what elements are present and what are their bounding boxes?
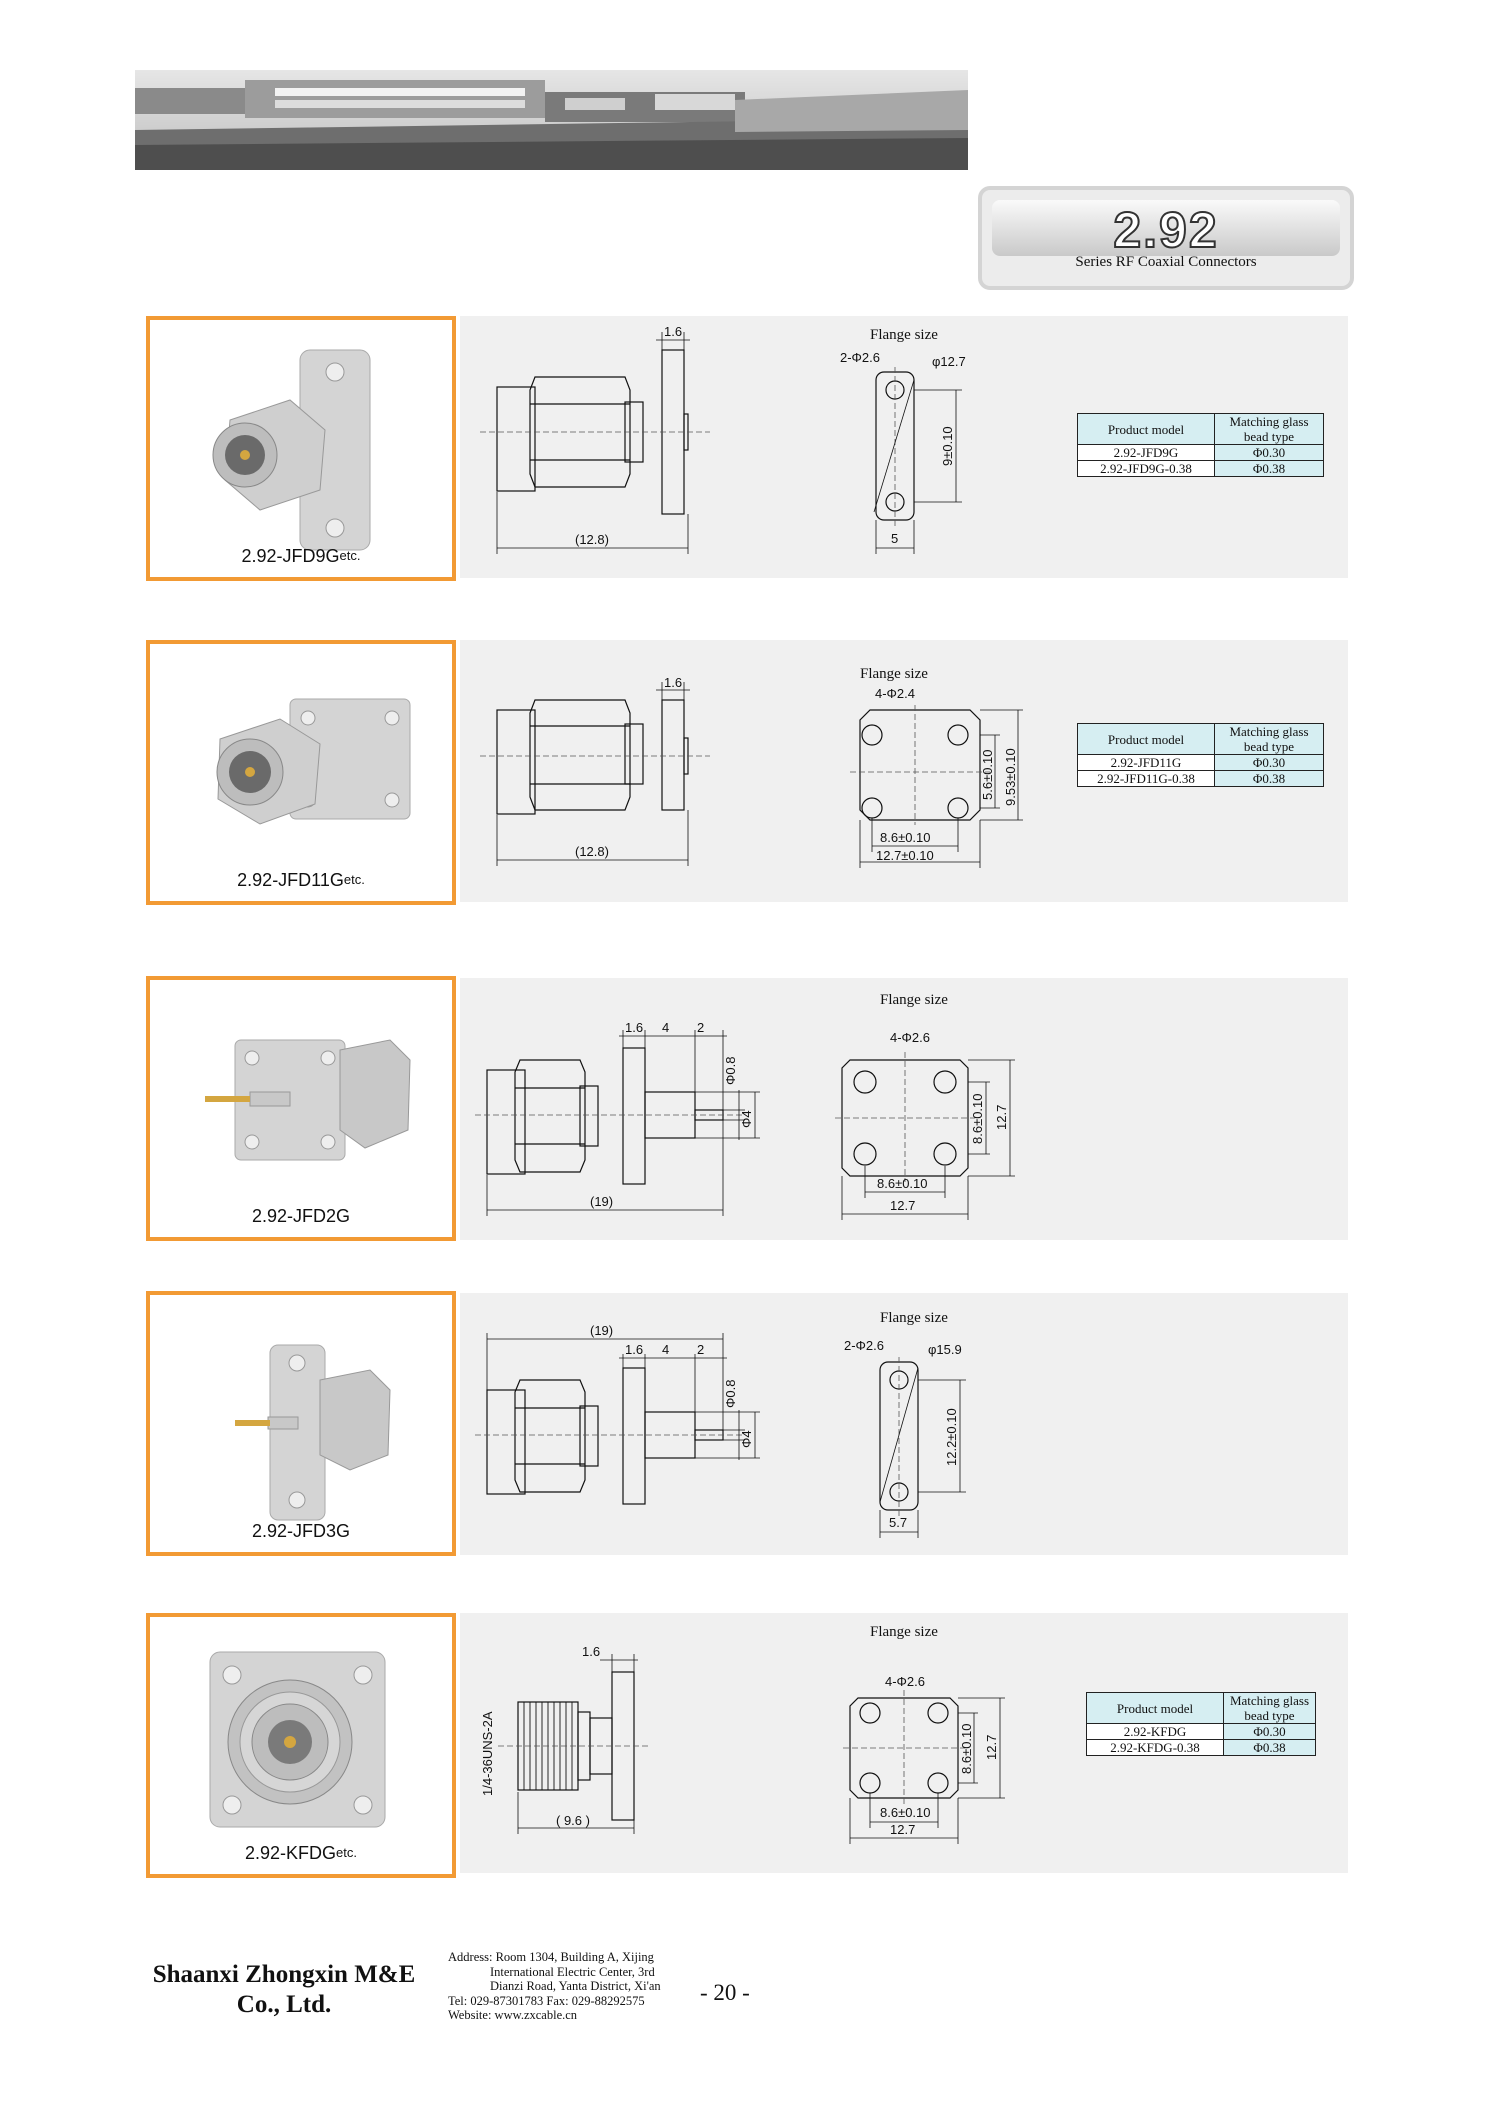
dim-length: (19) xyxy=(590,1323,614,1338)
company-name xyxy=(144,1960,424,2020)
flange-outer-v: 12.7 xyxy=(994,1104,1009,1130)
matching-table-jfd11g xyxy=(1077,723,1324,787)
matching-table-kfdg xyxy=(1086,1692,1316,1756)
product-photo-jfd2g xyxy=(146,976,456,1241)
flange-hole-spec: 4-Φ2.6 xyxy=(890,1030,931,1045)
flange-inner-h: 8.6±0.10 xyxy=(880,830,931,845)
drawing-side-jfd9g xyxy=(480,322,720,562)
flange-hole-spec: 4-Φ2.4 xyxy=(875,686,916,701)
table-header-model: Product model xyxy=(1078,724,1215,755)
product-label-kfdg: $2.92-KFDG^{etc.}$ xyxy=(245,1843,357,1863)
dim-length: (12.8) xyxy=(575,532,609,547)
flange-hole-spec: 2-Φ2.6 xyxy=(844,1338,885,1353)
flange-height: 12.2±0.10 xyxy=(944,1408,959,1466)
drawing-side-jfd2g xyxy=(475,1010,775,1230)
product-label-jfd9g: $2.92-JFD9G^{etc.}$ xyxy=(241,546,361,566)
dim-pin: Φ0.8 xyxy=(723,1056,738,1085)
flange-inner-v: 5.6±0.10 xyxy=(980,749,995,800)
table-header-model: Product model xyxy=(1078,414,1215,445)
flange-inner-v: 8.6±0.10 xyxy=(959,1723,974,1774)
drawing-flange-jfd2g xyxy=(830,982,1050,1222)
company-name-line1: Shaanxi Zhongxin M&E xyxy=(152,1961,416,1988)
matching-table-jfd9g xyxy=(1077,413,1324,477)
company-address xyxy=(448,1950,688,2023)
flange-title: Flange size xyxy=(880,1310,948,1326)
flange-hole-spec: 2-Φ2.6 xyxy=(840,350,881,365)
dim-body: Φ4 xyxy=(739,1430,754,1448)
drawing-side-jfd3g xyxy=(475,1318,775,1538)
dim-length: (12.8) xyxy=(575,844,609,859)
flange-outer-v: 9.53±0.10 xyxy=(1003,748,1018,806)
dim-a: 4 xyxy=(662,1342,670,1357)
dim-thickness: 1.6 xyxy=(664,324,683,339)
dim-pin: Φ0.8 xyxy=(723,1379,738,1408)
table-cell: 2.92-JFD11G-0.38 xyxy=(1078,771,1215,787)
flange-outer-h: 12.7 xyxy=(890,1198,916,1213)
flange-outer-h: 12.7 xyxy=(890,1822,916,1837)
series-subtitle: Series RF Coaxial Connectors xyxy=(1075,254,1257,270)
table-cell: Φ0.30 xyxy=(1215,445,1324,461)
product-photo-kfdg xyxy=(146,1613,456,1878)
flange-hole-spec: 4-Φ2.6 xyxy=(885,1674,926,1689)
dim-body: Φ4 xyxy=(739,1110,754,1128)
flange-inner-v: 8.6±0.10 xyxy=(970,1093,985,1144)
header-banner-image xyxy=(135,70,968,170)
flange-height: 9±0.10 xyxy=(940,426,955,466)
dim-b: 2 xyxy=(697,1020,705,1035)
product-label-jfd11g: $2.92-JFD11G^{etc.}$ xyxy=(237,870,365,890)
website: Website: www.zxcable.cn xyxy=(448,2008,578,2022)
dim-length: ( 9.6 ) xyxy=(556,1813,590,1828)
flange-diameter: φ15.9 xyxy=(928,1342,962,1357)
table-cell: 2.92-KFDG-0.38 xyxy=(1087,1740,1224,1756)
series-title-plate xyxy=(992,200,1340,256)
series-number: 2.92 xyxy=(1113,202,1219,258)
tel-fax: Tel: 029-87301783 Fax: 029-88292575 xyxy=(448,1993,645,2008)
series-title-box xyxy=(978,186,1354,290)
dim-length: (19) xyxy=(590,1194,614,1209)
table-cell: 2.92-JFD11G xyxy=(1078,755,1215,771)
table-header-bead: Matching glass bead type xyxy=(1215,414,1324,445)
product-photo-jfd9g xyxy=(146,316,456,581)
table-cell: Φ0.38 xyxy=(1215,771,1324,787)
flange-outer-h: 12.7±0.10 xyxy=(876,848,934,863)
product-label-jfd3g: 2.92-JFD3G xyxy=(251,1521,351,1541)
table-header-model: Product model xyxy=(1087,1693,1224,1724)
table-cell: Φ0.30 xyxy=(1215,755,1324,771)
flange-width: 5 xyxy=(891,531,899,546)
table-header-bead: Matching glass bead type xyxy=(1215,724,1324,755)
dim-thickness: 1.6 xyxy=(625,1342,644,1357)
table-cell: 2.92-JFD9G-0.38 xyxy=(1078,461,1215,477)
drawing-side-jfd11g xyxy=(480,670,720,870)
dim-thread: 1/4-36UNS-2A xyxy=(480,1711,495,1796)
dim-thickness: 1.6 xyxy=(664,675,683,690)
flange-diameter: φ12.7 xyxy=(932,354,966,369)
drawing-flange-jfd11g xyxy=(820,660,1040,880)
address-line: Dianzi Road, Yanta District, Xi'an xyxy=(490,1979,661,1993)
flange-title: Flange size xyxy=(870,1624,938,1640)
drawing-side-kfdg xyxy=(478,1642,658,1842)
address-line: Address: Room 1304, Building A, Xijing xyxy=(448,1950,654,1964)
company-name-line2: Co., Ltd. xyxy=(236,1991,332,2018)
table-header-bead: Matching glass bead type xyxy=(1224,1693,1316,1724)
dim-a: 4 xyxy=(662,1020,670,1035)
dim-thickness: 1.6 xyxy=(625,1020,644,1035)
flange-title: Flange size xyxy=(860,666,928,682)
flange-inner-h: 8.6±0.10 xyxy=(880,1805,931,1820)
flange-inner-h: 8.6±0.10 xyxy=(877,1176,928,1191)
product-photo-jfd11g xyxy=(146,640,456,905)
table-cell: Φ0.30 xyxy=(1224,1724,1316,1740)
product-label-jfd2g: 2.92-JFD2G xyxy=(251,1206,351,1226)
flange-title: Flange size xyxy=(870,327,938,343)
dim-thickness: 1.6 xyxy=(582,1644,601,1659)
table-cell: Φ0.38 xyxy=(1224,1740,1316,1756)
drawing-flange-kfdg xyxy=(840,1618,1040,1848)
address-line: International Electric Center, 3rd xyxy=(490,1964,655,1979)
flange-title: Flange size xyxy=(880,992,948,1008)
flange-width: 5.7 xyxy=(889,1515,908,1530)
flange-outer-v: 12.7 xyxy=(984,1734,999,1760)
table-cell: 2.92-KFDG xyxy=(1087,1724,1224,1740)
drawing-flange-jfd9g xyxy=(830,322,990,562)
table-cell: Φ0.38 xyxy=(1215,461,1324,477)
drawing-flange-jfd3g xyxy=(830,1302,1000,1542)
table-cell: 2.92-JFD9G xyxy=(1078,445,1215,461)
page-number: - 20 - xyxy=(700,1980,750,2005)
dim-b: 2 xyxy=(697,1342,705,1357)
product-photo-jfd3g xyxy=(146,1291,456,1556)
